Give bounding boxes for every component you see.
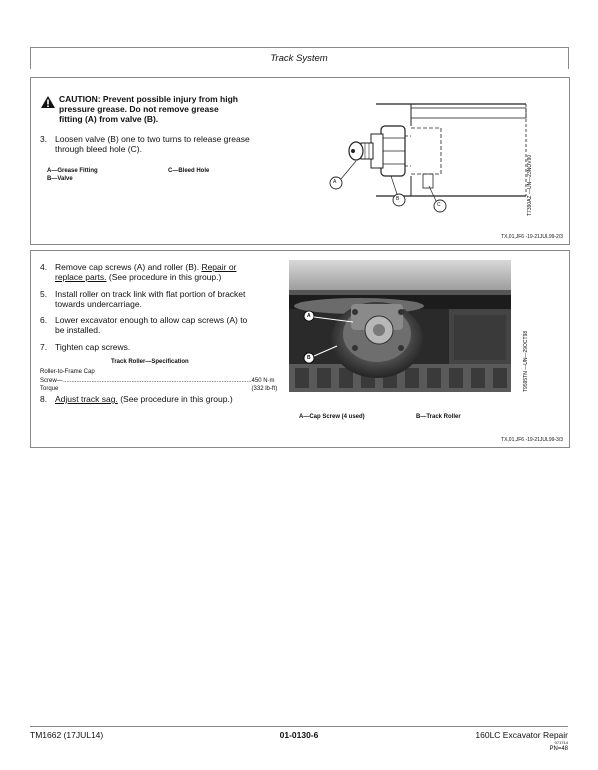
footer-code: 071714 (554, 740, 568, 745)
step-4-text: Remove cap screws (A) and roller (B). (55, 262, 202, 272)
header-rule (30, 47, 568, 48)
legend-cap-screw: A—Cap Screw (4 used) (299, 414, 365, 420)
step-5-line-1: Install roller on track link with flat portion of bracket (55, 289, 246, 299)
caution-line-2: pressure grease. Do not remove grease (59, 104, 219, 114)
figure-code: T7390AZ —UN—23NOV90 (527, 154, 533, 216)
spec-leader-dots: ................................................................................................................. (63, 378, 252, 384)
step-3-line-1: Loosen valve (B) one to two turns to release grease (55, 134, 250, 144)
legend-valve: B—Valve (47, 176, 73, 182)
legend-bleed-hole: C—Bleed Hole (168, 168, 210, 174)
caution-line-3: fitting (A) from valve (B). (59, 114, 159, 124)
step-4-see-procedure: (See procedure in this group.) (106, 272, 222, 282)
photo-callout-b: B (307, 355, 311, 361)
section-footnote-2: TX,01,JF6 -19-21JUL99-3/3 (501, 437, 563, 443)
track-roller-photo (289, 260, 511, 392)
callout-c-label: C (437, 202, 441, 208)
step-4-line-2 (55, 272, 221, 282)
step-6-number: 6. (40, 315, 48, 325)
footer-manual-title: 160LC Excavator Repair (475, 730, 568, 740)
repair-link-part-1[interactable]: Repair or (201, 262, 237, 272)
footer-tm-number: TM1662 (17JUL14) (30, 730, 104, 740)
step-5-number: 5. (40, 289, 48, 299)
step-5-line-2: towards undercarriage. (55, 299, 142, 309)
spec-torque-label: Screw—Torque (40, 378, 63, 392)
spec-torque-value: 450 N·m (332 lb-ft) (251, 378, 278, 392)
repair-link-part-2[interactable]: replace parts. (55, 272, 107, 282)
step-7-text: Tighten cap screws. (55, 342, 131, 352)
caution-line-1: CAUTION: Prevent possible injury from high (59, 94, 238, 104)
step-7-number: 7. (40, 342, 48, 352)
grease-fitting-figure (301, 86, 529, 216)
legend-grease-fitting: A—Grease Fitting (47, 168, 98, 174)
step-8-see-procedure: (See procedure in this group.) (117, 394, 233, 404)
step-3-line-2: through bleed hole (C). (55, 144, 142, 154)
step-8-number: 8. (40, 394, 48, 404)
photo-callout-a: A (307, 313, 311, 319)
spec-line-1: Roller-to-Frame Cap (40, 369, 95, 375)
step-4-number: 4. (40, 262, 48, 272)
adjust-track-sag-link[interactable]: Adjust track sag. (55, 394, 118, 404)
footer-page-number: 01-0130-6 (279, 730, 319, 740)
section-grease-release (30, 77, 570, 245)
section-footnote: TX,01,JF6 -19-21JUL99-2/3 (501, 234, 563, 240)
step-6-line-2: be installed. (55, 325, 101, 335)
page-title: Track System (270, 53, 328, 64)
section-track-roller (30, 250, 570, 448)
spec-title: Track Roller—Specification (111, 359, 189, 365)
step-4-line-1 (55, 262, 236, 272)
step-6-line-1: Lower excavator enough to allow cap screws (A) to (55, 315, 248, 325)
footer-rule (30, 726, 568, 727)
photo-figure-code: T9595TN —UN—29OCT98 (523, 330, 529, 392)
callout-a-label: A (333, 179, 337, 185)
footer-pn: PN=48 (549, 746, 568, 752)
legend-track-roller: B—Track Roller (416, 414, 461, 420)
callout-b-label: B (396, 196, 400, 202)
step-3-number: 3. (40, 134, 48, 144)
step-8-line (55, 394, 233, 404)
warning-icon (40, 95, 56, 109)
spec-line-2 (40, 377, 280, 393)
